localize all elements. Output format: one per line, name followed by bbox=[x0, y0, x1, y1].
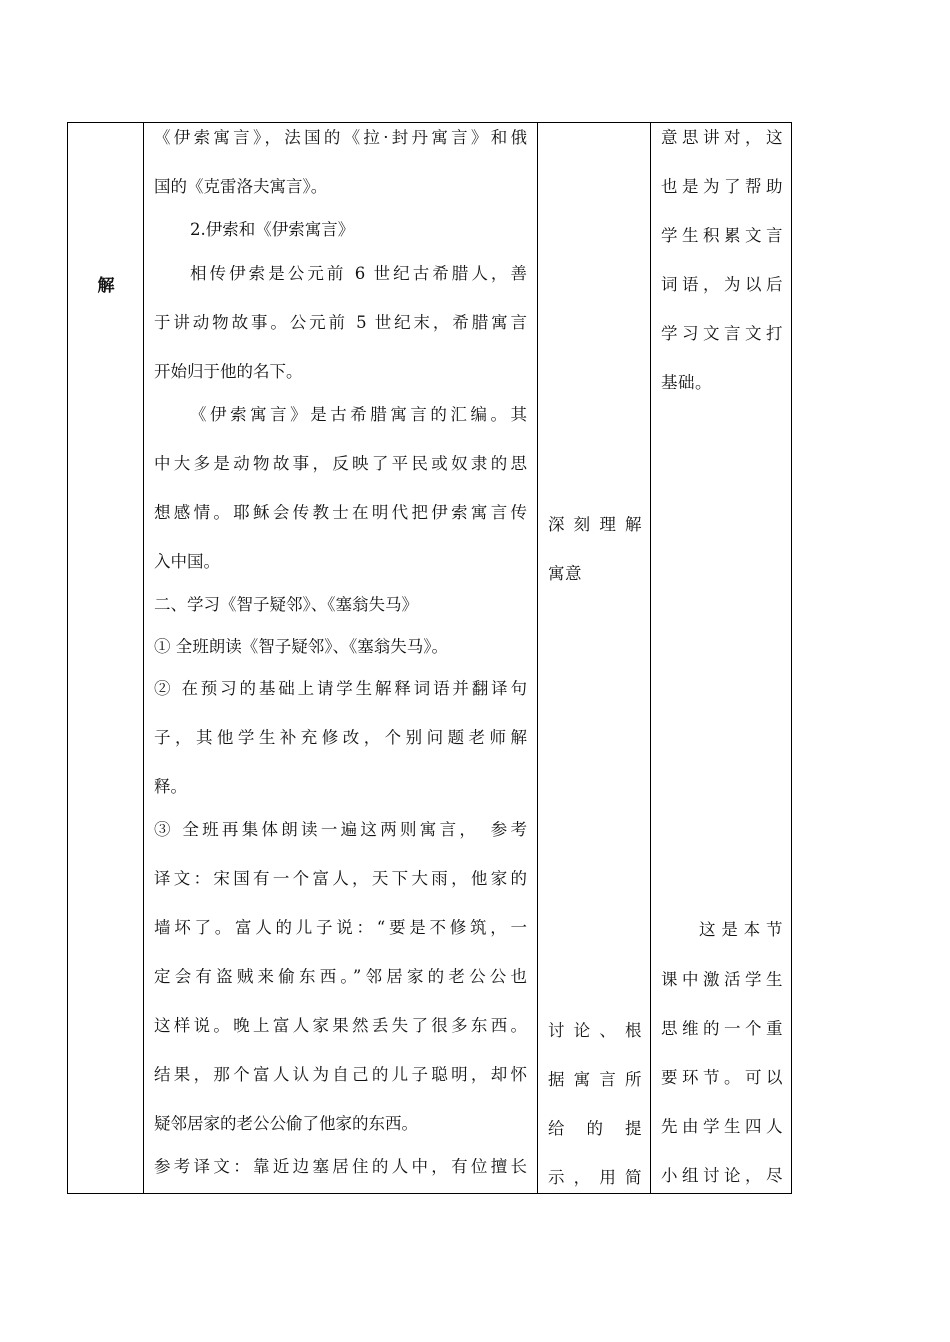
content-line: 结果，那个富人认为自己的儿子聪明，却怀 bbox=[154, 1065, 527, 1084]
note-line: 学习文言文打 bbox=[661, 324, 783, 343]
content-line: ① 全班朗读《智子疑邻》、《塞翁失马》。 bbox=[154, 637, 448, 656]
content-line: 这样说。晚上富人家果然丢失了很多东西。 bbox=[154, 1016, 527, 1035]
content-line: 《伊索寓言》，法国的《拉·封丹寓言》和俄 bbox=[154, 128, 527, 147]
lesson-plan-table bbox=[67, 122, 792, 1194]
intent-line: 讨论、根 bbox=[548, 1021, 642, 1040]
intent-line: 寓意 bbox=[548, 564, 582, 583]
content-line: 开始归于他的名下。 bbox=[154, 362, 303, 381]
content-line: 《伊索寓言》是古希腊寓言的汇编。其 bbox=[190, 405, 527, 424]
content-line: ③ 全班再集体朗读一遍这两则寓言， 参考 bbox=[154, 820, 527, 839]
intent-line: 示，用简 bbox=[548, 1168, 642, 1187]
content-line: 二、学习《智子疑邻》、《塞翁失马》 bbox=[154, 595, 418, 614]
content-line: 疑邻居家的老公公偷了他家的东西。 bbox=[154, 1114, 418, 1133]
intent-line: 深刻理解 bbox=[548, 515, 642, 534]
note-line: 要环节。可以 bbox=[661, 1068, 783, 1087]
design-intent-column bbox=[538, 123, 651, 1193]
content-line: 想感情。耶稣会传教士在明代把伊索寓言传 bbox=[154, 503, 527, 522]
content-line: 2.伊索和《伊索寓言》 bbox=[190, 220, 355, 239]
content-line: 译文：宋国有一个富人，天下大雨，他家的 bbox=[154, 869, 527, 888]
content-line: 定会有盗贼来偷东西。”邻居家的老公公也 bbox=[154, 967, 527, 986]
content-line: 于讲动物故事。公元前 5 世纪末，希腊寓言 bbox=[154, 313, 527, 332]
teaching-content-column bbox=[144, 123, 538, 1193]
intent-line: 据寓言所 bbox=[548, 1070, 642, 1089]
note-line: 课中激活学生 bbox=[661, 970, 783, 989]
content-line: 墙坏了。富人的儿子说：“要是不修筑，一 bbox=[154, 918, 527, 937]
note-line: 学生积累文言 bbox=[661, 226, 783, 245]
note-line: 意思讲对，这 bbox=[661, 128, 783, 147]
note-line: 词语，为以后 bbox=[661, 275, 783, 294]
note-line: 也是为了帮助 bbox=[661, 177, 783, 196]
content-line: 中大多是动物故事，反映了平民或奴隶的思 bbox=[154, 454, 527, 473]
content-line: 入中国。 bbox=[154, 552, 220, 571]
content-line: 国的《克雷洛夫寓言》。 bbox=[154, 177, 328, 196]
section-label: 解 bbox=[97, 276, 115, 296]
note-line: 思维的一个重 bbox=[661, 1019, 783, 1038]
section-label-column bbox=[68, 123, 144, 1193]
note-line: 这是本节 bbox=[699, 920, 783, 939]
note-line: 小组讨论，尽 bbox=[661, 1166, 783, 1185]
note-line: 基础。 bbox=[661, 373, 712, 392]
content-line: 相传伊索是公元前 6 世纪古希腊人，善 bbox=[190, 264, 527, 283]
content-line: 参考译文：靠近边塞居住的人中，有位擅长 bbox=[154, 1157, 527, 1176]
content-line: 释。 bbox=[154, 777, 187, 796]
intent-line: 给的提 bbox=[548, 1119, 642, 1138]
note-line: 先由学生四人 bbox=[661, 1117, 783, 1136]
content-line: ② 在预习的基础上请学生解释词语并翻译句 bbox=[154, 679, 527, 698]
content-line: 子，其他学生补充修改，个别问题老师解 bbox=[154, 728, 527, 747]
notes-column bbox=[651, 123, 791, 1193]
